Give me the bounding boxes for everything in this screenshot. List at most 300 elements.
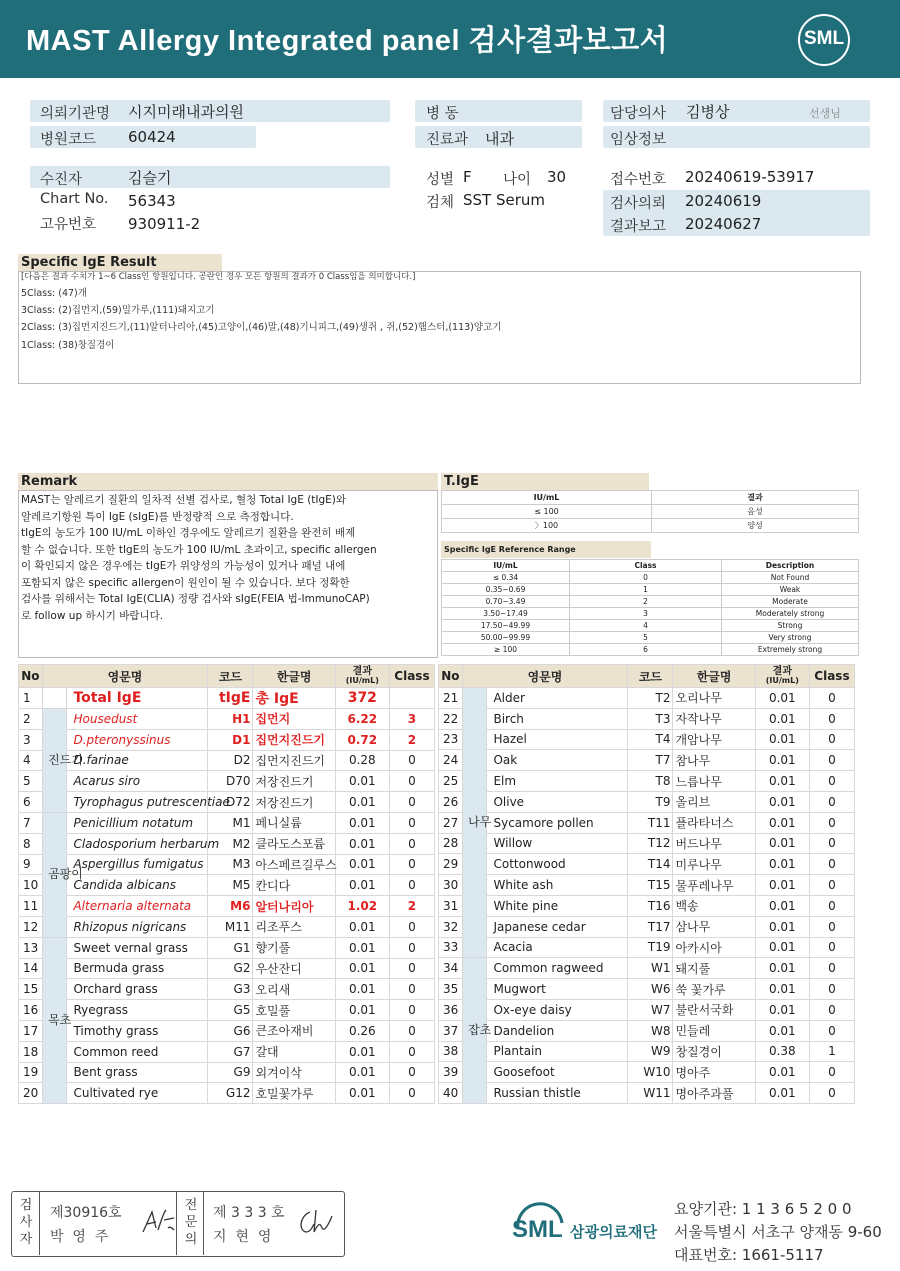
row-no: 37 <box>439 1020 463 1041</box>
row-no: 1 <box>19 688 43 709</box>
group-label <box>42 937 72 1103</box>
row-kr: 창질경이 <box>673 1041 755 1062</box>
table-row <box>19 771 435 792</box>
row-result: 0.01 <box>755 708 809 729</box>
row-result: 0.01 <box>755 1062 809 1083</box>
row-kr: 명아주 <box>673 1062 755 1083</box>
row-no: 22 <box>439 708 463 729</box>
row-kr: 저장진드기 <box>253 792 335 813</box>
remark-line: MAST는 알레르기 질환의 일차적 선별 검사로, 혈청 Total IgE (tIgE)와 <box>21 494 347 506</box>
row-code: G12 <box>208 1083 253 1104</box>
row-class: 0 <box>809 979 854 1000</box>
row-en: Aspergillus fumigatus <box>67 854 208 875</box>
row-code: W6 <box>628 979 673 1000</box>
row-en: Tyrophagus putrescentiae <box>67 792 208 813</box>
row-no: 35 <box>439 979 463 1000</box>
tige-table <box>441 490 859 533</box>
row-result: 0.01 <box>335 1062 389 1083</box>
row-class: 0 <box>809 1020 854 1041</box>
row-code: W1 <box>628 958 673 979</box>
row-no: 16 <box>19 1000 43 1021</box>
tige-cell: 〉100 <box>442 519 652 533</box>
table-row <box>19 729 435 750</box>
doctor-label: 담당의사 <box>610 106 667 122</box>
header-class: Class <box>809 665 854 688</box>
header-result-label: 결과 <box>352 666 372 677</box>
sex-value: F <box>463 168 472 186</box>
row-code: G2 <box>208 958 253 979</box>
row-result: 0.01 <box>335 1000 389 1021</box>
row-code: T8 <box>628 771 673 792</box>
table-row <box>439 688 855 709</box>
row-kr: 백송 <box>673 895 755 916</box>
uid-value: 930911-2 <box>128 215 201 233</box>
row-code: M11 <box>208 916 253 937</box>
row-result: 0.26 <box>335 1020 389 1041</box>
row-no: 8 <box>19 833 43 854</box>
row-result: 0.01 <box>755 999 809 1020</box>
header-code: 코드 <box>628 665 673 688</box>
row-en: Ox-eye daisy <box>487 999 628 1020</box>
tech-label: 검사자 <box>19 1198 33 1247</box>
table-row <box>439 708 855 729</box>
row-en: Sweet vernal grass <box>67 937 208 958</box>
row-code: D72 <box>208 792 253 813</box>
table-row <box>439 729 855 750</box>
row-class: 0 <box>809 937 854 958</box>
remark-title: Remark <box>18 473 438 490</box>
table-row <box>19 1041 435 1062</box>
ref-cell: Moderately strong <box>722 608 859 620</box>
row-result: 0.01 <box>335 1083 389 1104</box>
table-row <box>439 854 855 875</box>
report-title: MAST Allergy Integrated panel 검사결과보고서 <box>26 25 669 57</box>
specific-title: Specific IgE Result <box>18 254 222 271</box>
row-code: T7 <box>628 750 673 771</box>
ref-row <box>442 572 859 584</box>
header-kr: 한글명 <box>673 665 755 688</box>
row-code: W9 <box>628 1041 673 1062</box>
ref-cell: 3.50~17.49 <box>442 608 570 620</box>
header-result-unit: (IU/mL) <box>345 676 379 685</box>
row-class: 0 <box>809 916 854 937</box>
row-result: 0.01 <box>755 937 809 958</box>
row-class: 0 <box>389 771 434 792</box>
row-no: 38 <box>439 1041 463 1062</box>
row-en: White ash <box>487 875 628 896</box>
table-row <box>19 750 435 771</box>
row-class: 0 <box>389 1041 434 1062</box>
table-row <box>19 1062 435 1083</box>
footer-org: 삼광의료재단 <box>570 1223 657 1241</box>
ref-header: Description <box>722 560 859 572</box>
row-kr: 우산잔디 <box>253 958 335 979</box>
row-code: M3 <box>208 854 253 875</box>
row-en: Birch <box>487 708 628 729</box>
row-en: D.farinae <box>67 750 208 771</box>
row-code: T19 <box>628 937 673 958</box>
table-row <box>439 1062 855 1083</box>
table-row <box>19 1000 435 1021</box>
row-class: 0 <box>809 875 854 896</box>
row-code: D1 <box>208 729 253 750</box>
row-kr: 버드나무 <box>673 833 755 854</box>
remark-line: 이 확인되지 않은 경우에는 tIgE가 위양성의 가능성이 있거나 패널 내에 <box>21 560 346 572</box>
signature-box <box>11 1191 345 1257</box>
row-class: 0 <box>809 1083 854 1104</box>
age-label: 나이 <box>503 172 532 188</box>
patient-bar <box>30 166 390 188</box>
row-en: Orchard grass <box>67 979 208 1000</box>
row-code: D70 <box>208 771 253 792</box>
row-en: Common reed <box>67 1041 208 1062</box>
ref-row <box>442 608 859 620</box>
row-en: Cultivated rye <box>67 1083 208 1104</box>
row-en: Goosefoot <box>487 1062 628 1083</box>
row-result: 0.01 <box>755 895 809 916</box>
allergen-table-left <box>18 664 435 1104</box>
group-label <box>42 709 83 813</box>
uid-label: 고유번호 <box>40 217 97 233</box>
table-header-row <box>439 665 855 688</box>
row-result: 0.72 <box>335 729 389 750</box>
row-en: Elm <box>487 771 628 792</box>
row-kr: 민들레 <box>673 1020 755 1041</box>
table-row <box>439 999 855 1020</box>
table-row <box>19 812 435 833</box>
row-code: T4 <box>628 729 673 750</box>
specimen-label: 검체 <box>426 195 455 211</box>
row-en: Alder <box>487 688 628 709</box>
specimen-value: SST Serum <box>463 191 546 209</box>
row-class: 0 <box>389 750 434 771</box>
row-en: Bent grass <box>67 1062 208 1083</box>
row-code: T11 <box>628 812 673 833</box>
row-code: D2 <box>208 750 253 771</box>
row-kr: 명아주과풀 <box>673 1083 755 1104</box>
header-kr: 한글명 <box>253 665 335 688</box>
row-kr: 총 IgE <box>253 688 335 709</box>
row-kr: 오리나무 <box>673 688 755 709</box>
row-code: G5 <box>208 1000 253 1021</box>
row-result: 0.01 <box>755 916 809 937</box>
row-class: 0 <box>389 1020 434 1041</box>
row-en: Ryegrass <box>67 1000 208 1021</box>
row-class: 2 <box>389 896 434 917</box>
allergen-table-right <box>438 664 855 1104</box>
row-no: 9 <box>19 854 43 875</box>
ref-cell: Strong <box>722 620 859 632</box>
row-en: Common ragweed <box>487 958 628 979</box>
ref-body <box>442 572 859 656</box>
row-result: 0.01 <box>335 812 389 833</box>
header-result-label: 결과 <box>772 666 792 677</box>
row-kr: 집먼지 <box>253 709 335 730</box>
row-kr: 자작나무 <box>673 708 755 729</box>
row-result: 372 <box>335 688 389 709</box>
ref-cell: 3 <box>570 608 722 620</box>
row-kr: 페니실륨 <box>253 812 335 833</box>
row-en: Timothy grass <box>67 1020 208 1041</box>
row-kr: 개암나무 <box>673 729 755 750</box>
row-kr: 집먼지진드기 <box>253 750 335 771</box>
header-result-unit: (IU/mL) <box>765 676 799 685</box>
row-code: T15 <box>628 875 673 896</box>
row-no: 31 <box>439 895 463 916</box>
row-result: 0.01 <box>755 1083 809 1104</box>
row-code: W8 <box>628 1020 673 1041</box>
req-label: 검사의뢰 <box>610 196 667 212</box>
specific-line: 3Class: (2)집먼지,(59)밀가루,(111)돼지고기 <box>21 305 215 316</box>
tige-cell: 양성 <box>652 519 859 533</box>
row-class: 0 <box>389 854 434 875</box>
row-en: Bermuda grass <box>67 958 208 979</box>
row-no: 40 <box>439 1083 463 1104</box>
specific-line: 1Class: (38)창질경이 <box>21 340 115 351</box>
row-class: 1 <box>809 1041 854 1062</box>
row-result: 1.02 <box>335 896 389 917</box>
row-no: 12 <box>19 916 43 937</box>
header-result <box>335 665 389 688</box>
ref-cell: Moderate <box>722 596 859 608</box>
row-en: Acarus siro <box>67 771 208 792</box>
row-code: T14 <box>628 854 673 875</box>
table-row <box>439 1083 855 1104</box>
table-row <box>439 958 855 979</box>
ref-cell: 50.00~99.99 <box>442 632 570 644</box>
report-value: 20240627 <box>685 215 762 233</box>
specific-line: 5Class: (47)개 <box>21 288 87 299</box>
chart-label: Chart No. <box>40 191 109 207</box>
sml-logo-text: SML <box>803 28 845 49</box>
tige-header: IU/mL <box>442 491 652 505</box>
row-result: 0.01 <box>755 729 809 750</box>
ref-title: Specific IgE Reference Range <box>441 541 651 558</box>
ward-label: 병 동 <box>426 106 459 122</box>
row-class: 0 <box>389 958 434 979</box>
row-no: 15 <box>19 979 43 1000</box>
row-no: 7 <box>19 812 43 833</box>
table-row <box>439 812 855 833</box>
row-en: Acacia <box>487 937 628 958</box>
group-label <box>42 812 83 937</box>
row-class: 0 <box>809 999 854 1020</box>
footer-address: 서울특별시 서초구 양재동 9-60 <box>674 1223 882 1241</box>
row-class: 0 <box>389 875 434 896</box>
row-result: 0.01 <box>335 916 389 937</box>
row-kr: 물푸레나무 <box>673 875 755 896</box>
table-row <box>439 791 855 812</box>
row-kr: 큰조아재비 <box>253 1020 335 1041</box>
row-code: T3 <box>628 708 673 729</box>
row-result: 0.38 <box>755 1041 809 1062</box>
row-kr: 저장진드기 <box>253 771 335 792</box>
row-en: Alternaria alternata <box>67 896 208 917</box>
ref-cell: 5 <box>570 632 722 644</box>
ref-header: Class <box>570 560 722 572</box>
row-no: 5 <box>19 771 43 792</box>
row-code: T2 <box>628 688 673 709</box>
tech-no: 제30916호 <box>50 1205 122 1221</box>
specific-line: 2Class: (3)집먼지진드기,(11)알터나리아,(45)고양이,(46)말,(48)기니피그,(49)생쥐 , 쥐,(52)햄스터,(113)양고기 <box>21 322 502 333</box>
ref-cell: 17.50~49.99 <box>442 620 570 632</box>
row-no: 27 <box>439 812 463 833</box>
header-en: 영문명 <box>462 665 628 688</box>
row-class: 0 <box>389 937 434 958</box>
row-no: 11 <box>19 896 43 917</box>
recv-label: 접수번호 <box>610 172 667 188</box>
row-class: 0 <box>389 833 434 854</box>
row-no: 13 <box>19 937 43 958</box>
row-class: 0 <box>809 812 854 833</box>
row-en: White pine <box>487 895 628 916</box>
row-class: 0 <box>389 812 434 833</box>
report-label: 결과보고 <box>610 219 667 235</box>
ref-cell: 2 <box>570 596 722 608</box>
row-en: Japanese cedar <box>487 916 628 937</box>
row-kr: 플라타너스 <box>673 812 755 833</box>
table-row <box>439 937 855 958</box>
code-label: 병원코드 <box>40 132 97 148</box>
row-code: M2 <box>208 833 253 854</box>
ref-cell: 1 <box>570 584 722 596</box>
row-no: 24 <box>439 750 463 771</box>
row-code: G1 <box>208 937 253 958</box>
tech-signature-icon <box>140 1206 176 1238</box>
footer-logo-icon <box>512 1203 562 1253</box>
row-no: 29 <box>439 854 463 875</box>
row-en: Hazel <box>487 729 628 750</box>
row-en: Total IgE <box>67 688 208 709</box>
row-result: 0.01 <box>755 1020 809 1041</box>
table-row <box>19 792 435 813</box>
dept-label: 진료과 <box>426 132 469 148</box>
row-kr: 리조푸스 <box>253 916 335 937</box>
header-result <box>755 665 809 688</box>
table-row <box>19 688 435 709</box>
row-result: 0.01 <box>335 854 389 875</box>
recv-value: 20240619-53917 <box>685 168 815 186</box>
row-result: 0.01 <box>335 958 389 979</box>
row-result: 0.01 <box>335 979 389 1000</box>
row-code: W7 <box>628 999 673 1020</box>
doctor-value: 김병상 <box>686 103 730 121</box>
chart-value: 56343 <box>128 192 176 210</box>
table-row <box>439 916 855 937</box>
row-kr: 돼지풀 <box>673 958 755 979</box>
row-no: 4 <box>19 750 43 771</box>
row-result: 0.01 <box>335 875 389 896</box>
row-no: 39 <box>439 1062 463 1083</box>
row-en: Russian thistle <box>487 1083 628 1104</box>
ref-cell: ≤ 0.34 <box>442 572 570 584</box>
ref-cell: 4 <box>570 620 722 632</box>
row-kr: 호밀풀 <box>253 1000 335 1021</box>
row-kr: 느릅나무 <box>673 771 755 792</box>
header-en: 영문명 <box>42 665 208 688</box>
row-no: 28 <box>439 833 463 854</box>
group-text: 나무 <box>468 815 492 830</box>
row-no: 6 <box>19 792 43 813</box>
table-header-row <box>19 665 435 688</box>
row-no: 32 <box>439 916 463 937</box>
row-en: Willow <box>487 833 628 854</box>
institution-label: 의뢰기관명 <box>40 106 111 122</box>
ref-cell: 0 <box>570 572 722 584</box>
row-kr: 미루나무 <box>673 854 755 875</box>
row-class: 0 <box>809 750 854 771</box>
row-kr: 알터나리아 <box>253 896 335 917</box>
ref-cell: Weak <box>722 584 859 596</box>
group-label <box>462 958 492 1104</box>
table-row <box>439 875 855 896</box>
row-result: 0.01 <box>335 792 389 813</box>
row-kr: 삼나무 <box>673 916 755 937</box>
group-text: 목초 <box>48 1012 72 1027</box>
row-kr: 갈대 <box>253 1041 335 1062</box>
table-row <box>19 937 435 958</box>
row-class: 0 <box>809 854 854 875</box>
doc-signature-icon <box>296 1206 336 1238</box>
row-no: 26 <box>439 791 463 812</box>
row-en: Housedust <box>67 709 208 730</box>
row-code: W10 <box>628 1062 673 1083</box>
ref-table <box>441 559 859 656</box>
row-code: G9 <box>208 1062 253 1083</box>
row-code: tIgE <box>208 688 253 709</box>
ref-row <box>442 584 859 596</box>
patient-label: 수진자 <box>40 172 83 188</box>
row-en: Penicillium notatum <box>67 812 208 833</box>
age-value: 30 <box>547 168 567 186</box>
row-result: 0.01 <box>335 771 389 792</box>
row-class: 0 <box>809 833 854 854</box>
tige-cell: ≤ 100 <box>442 505 652 519</box>
remark-text <box>21 492 377 624</box>
row-no: 17 <box>19 1020 43 1041</box>
row-no: 3 <box>19 729 43 750</box>
row-en: Olive <box>487 791 628 812</box>
header-code: 코드 <box>208 665 253 688</box>
row-class: 3 <box>389 709 434 730</box>
doc-no: 제 3 3 3 호 <box>213 1205 285 1221</box>
row-no: 10 <box>19 875 43 896</box>
row-no: 19 <box>19 1062 43 1083</box>
ref-row <box>442 620 859 632</box>
ref-cell: Very strong <box>722 632 859 644</box>
row-class: 0 <box>809 771 854 792</box>
row-en: Cladosporium herbarum <box>67 833 208 854</box>
row-result: 0.01 <box>335 1041 389 1062</box>
row-code: T12 <box>628 833 673 854</box>
table-row <box>19 875 435 896</box>
ref-cell: 0.70~3.49 <box>442 596 570 608</box>
ref-cell: Extremely strong <box>722 644 859 656</box>
patient-value: 김슬기 <box>128 169 172 187</box>
row-code: T9 <box>628 791 673 812</box>
row-kr: 향기풀 <box>253 937 335 958</box>
row-result: 0.01 <box>335 833 389 854</box>
row-en: D.pteronyssinus <box>67 729 208 750</box>
group-text: 잡초 <box>468 1023 492 1038</box>
row-en: Mugwort <box>487 979 628 1000</box>
row-class: 0 <box>389 979 434 1000</box>
table-row <box>439 1020 855 1041</box>
table-row <box>439 1041 855 1062</box>
row-class: 0 <box>809 958 854 979</box>
row-class: 0 <box>389 1000 434 1021</box>
table-row <box>439 979 855 1000</box>
